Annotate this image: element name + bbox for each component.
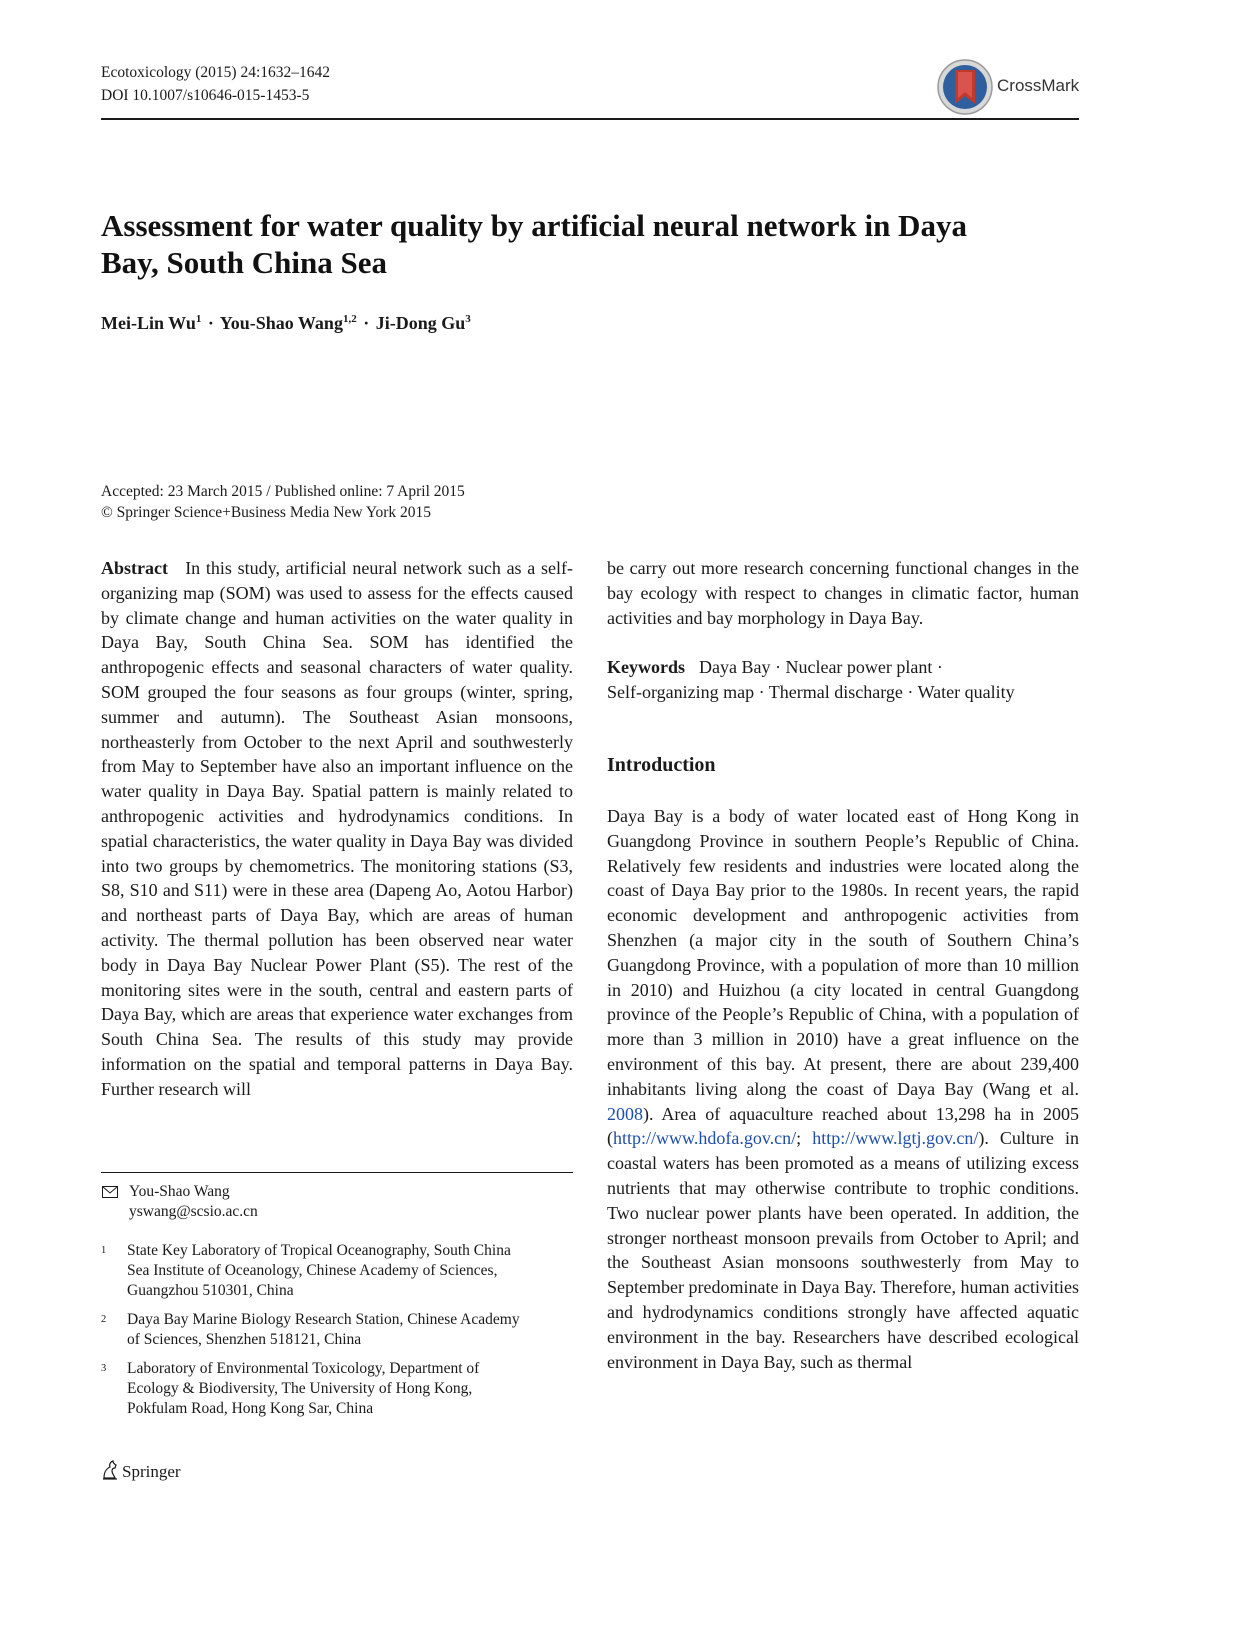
author-separator: · bbox=[363, 313, 370, 333]
publisher-name: Springer bbox=[122, 1462, 181, 1481]
author-affiliation: 3 bbox=[465, 313, 471, 325]
envelope-icon bbox=[102, 1186, 118, 1198]
paper-title bbox=[101, 207, 1079, 281]
url-link[interactable]: http://www.lgtj.gov.cn/ bbox=[812, 1128, 979, 1149]
author-name[interactable]: Ji-Dong Gu bbox=[375, 313, 466, 333]
author-name[interactable]: Mei-Lin Wu bbox=[101, 313, 196, 333]
springer-horse-icon bbox=[101, 1460, 119, 1480]
footnote-rule bbox=[101, 1172, 573, 1173]
title-line-2: Bay, South China Sea bbox=[101, 245, 387, 280]
affiliation-3 bbox=[101, 1359, 573, 1419]
affiliation-number: 1 bbox=[101, 1245, 107, 1256]
correspondence-name: You-Shao Wang bbox=[129, 1183, 230, 1200]
crossmark-badge[interactable] bbox=[936, 58, 1086, 118]
url-separator: ; bbox=[796, 1128, 813, 1149]
right-column bbox=[607, 556, 1079, 630]
accepted-published-line: Accepted: 23 March 2015 / Published online: 7 April 2015 bbox=[101, 483, 465, 500]
keywords-section bbox=[607, 655, 1079, 705]
introduction-heading: Introduction bbox=[607, 754, 716, 776]
affiliation-text: Daya Bay Marine Biology Research Station, Chinese Academy of Sciences, Shenzhen 518121, China bbox=[127, 1311, 520, 1348]
header-rule bbox=[101, 118, 1079, 120]
keywords-line-2: Self-organizing map · Thermal discharge · Water quality bbox=[607, 681, 1015, 702]
copyright-line: © Springer Science+Business Media New York 2015 bbox=[101, 504, 432, 521]
journal-citation: Ecotoxicology (2015) 24:1632–1642 bbox=[101, 64, 331, 81]
doi[interactable]: DOI 10.1007/s10646-015-1453-5 bbox=[101, 87, 310, 104]
abstract-continuation: be carry out more research concerning functional changes in the bay ecology with respect to changes in climatic factor, human activities and bay morphology in Daya Bay. bbox=[607, 558, 1079, 628]
affiliation-1 bbox=[101, 1241, 573, 1301]
introduction-body bbox=[607, 804, 1079, 1374]
affiliation-number: 2 bbox=[101, 1314, 107, 1325]
intro-text: ). Area of aquaculture reached about 13,298 ha in 2005 ( bbox=[607, 1103, 1079, 1149]
author-affiliation: 1 bbox=[195, 313, 202, 325]
citation-link[interactable]: 2008 bbox=[607, 1103, 643, 1124]
intro-text: Daya Bay is a body of water located east of Hong Kong in Guangdong Province in southern People’s Republic of China. Relatively few residents and industries were located along the coast of Daya Bay prior to the 1980s. In recent years, the rapid economic development and anthropogenic activities from Shenzhen (a major city in the south of Southern China’s Guangdong Province, with a population of more than 10 million in 2010) and Huizhou (a city located in central Guangdong province of the People’s Republic of China, with a population of more than 3 million in 2010) have a great influence on the environment of this bay. At present, there are about 239,400 inhabitants living along the coast of Daya Bay (Wang et al. bbox=[607, 806, 1079, 1099]
affiliation-text: State Key Laboratory of Tropical Oceanography, South China Sea Institute of Oceanology, Chinese Academy of Sciences, Guangzhou 510301, China bbox=[127, 1242, 511, 1299]
publisher-footer bbox=[101, 1460, 181, 1482]
correspondence-note bbox=[101, 1182, 573, 1222]
url-link[interactable]: http://www.hdofa.gov.cn/ bbox=[613, 1128, 797, 1149]
keywords-line-1: Daya Bay · Nuclear power plant · bbox=[699, 657, 943, 677]
affiliation-text: Laboratory of Environmental Toxicology, Department of Ecology & Biodiversity, The University of Hong Kong, Pokfulam Road, Hong Kong Sar, China bbox=[127, 1360, 480, 1417]
abstract-text: In this study, artificial neural network such as a self-organizing map (SOM) was used to assess for the effects caused by climate change and human activities on the water quality in Daya Bay, South China Sea. SOM has identified the anthropogenic effects and seasonal characters of water quality. SOM grouped the four seasons as four groups (winter, spring, summer and autumn). The Southeast Asian monsoons, northeasterly from October to the next April and southwesterly from May to September have also an important influence on the water quality in Daya Bay. Spatial pattern is mainly related to anthropogenic activities and hydrodynamics conditions. In spatial characteristics, the water quality in Daya Bay was divided into two groups by chemometrics. The monitoring stations (S3, S8, S10 and S11) were in these area (Dapeng Ao, Aotou Harbor) and northeast parts of Daya Bay, which are areas of human activity. The thermal pollution has been observed near water body in Daya Bay Nuclear Power Plant (S5). The rest of the monitoring sites were in the south, central and eastern parts of Daya Bay, which are areas that experience water exchanges from South China Sea. The results of this study may provide information on the spatial and temporal patterns in Daya Bay. Further research will bbox=[101, 558, 574, 1099]
crossmark-label: CrossMark bbox=[997, 76, 1080, 95]
author-affiliation: 1,2 bbox=[342, 313, 357, 325]
publication-dates bbox=[101, 481, 465, 523]
intro-text: ). Culture in coastal waters has been promoted as a means of utilizing excess nutrients that may otherwise contribute to trophic conditions. Two nuclear power plants have been operated. In addition, the stronger northeast monsoon prevails from October to April; and the Southeast Asian monsoons southwesterly from May to September predominate in Daya Bay. Therefore, human activities and hydrodynamics conditions strongly have affected aquatic environment in the bay. Researchers have described ecological environment in Daya Bay, such as thermal bbox=[607, 1128, 1079, 1372]
title-line-1: Assessment for water quality by artificial neural network in Daya bbox=[101, 208, 967, 243]
abstract-heading: Abstract bbox=[101, 558, 168, 578]
crossmark-icon bbox=[936, 58, 994, 116]
author-name[interactable]: You-Shao Wang bbox=[219, 313, 343, 333]
correspondence-email[interactable]: yswang@scsio.ac.cn bbox=[129, 1203, 258, 1220]
affiliation-number: 3 bbox=[101, 1363, 107, 1374]
author-separator: · bbox=[207, 313, 214, 333]
author-list bbox=[101, 313, 471, 334]
keywords-heading: Keywords bbox=[607, 657, 685, 677]
abstract-section bbox=[101, 556, 573, 1102]
affiliation-2 bbox=[101, 1310, 573, 1350]
